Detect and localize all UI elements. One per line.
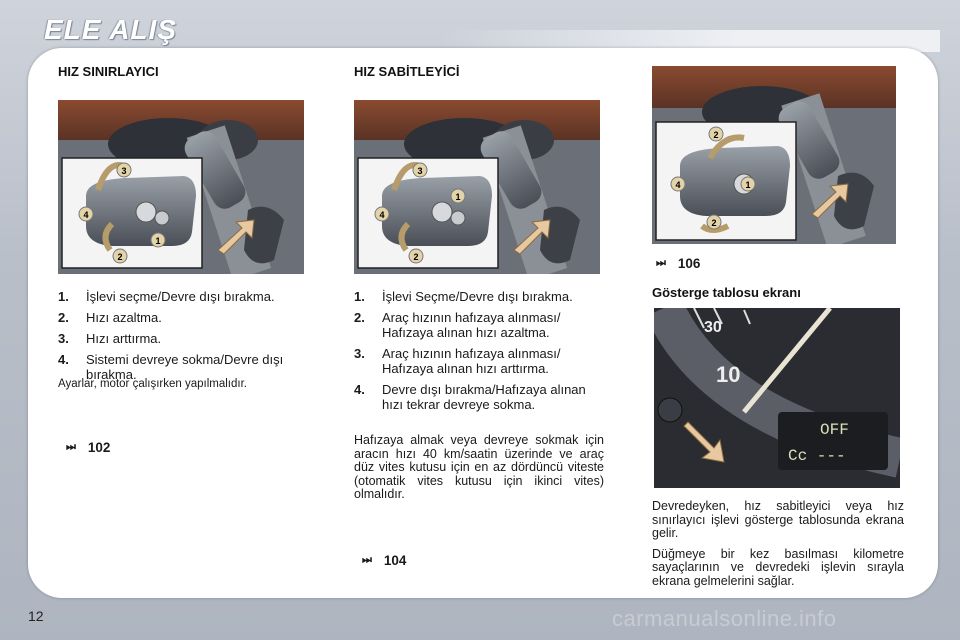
page-title: ELE ALIŞ	[44, 14, 177, 45]
display-cc-text: Cc ---	[788, 447, 846, 465]
dashboard-display-heading: Gösterge tablosu ekranı	[652, 285, 801, 300]
page-number: 12	[28, 608, 44, 624]
cruise-control-heading: HIZ SABİTLEYİCİ	[354, 64, 460, 79]
paragraph-text: Düğmeye bir kez basılması kilometre sayaçlarının ve devredeki işlevin sırayla ekrana gelmelerini sağlar.	[652, 546, 904, 588]
step-number: 1.	[354, 289, 365, 304]
paragraph-text: Hafızaya almak veya devreye sokmak için aracın hızı 40 km/saatin üzerinde ve araç düz vites kutusu için en az dördüncü viteste (otomatik vites kutusu için ikinci vites) olmalıdır.	[354, 433, 604, 501]
speed-limiter-note: Ayarlar, motor çalışırken yapılmalıdır.	[58, 378, 247, 390]
skip-forward-icon: ⏭	[66, 441, 76, 453]
speed-limiter-heading: HIZ SINIRLAYICI	[58, 64, 159, 79]
step-number: 3.	[354, 346, 365, 361]
list-item	[354, 382, 600, 412]
cruise-control-paragraph	[354, 434, 604, 509]
step-text: Devre dışı bırakma/Hafızaya alınan hızı tekrar devreye sokma.	[382, 382, 586, 412]
list-item	[58, 331, 298, 346]
callout-label: 2	[711, 218, 717, 228]
skip-forward-icon: ⏭	[362, 554, 372, 566]
step-number: 3.	[58, 331, 69, 346]
callout-label: 4	[379, 210, 385, 220]
step-number: 1.	[58, 289, 69, 304]
page-ref-number: 102	[87, 440, 111, 455]
speed-limiter-image	[58, 100, 304, 274]
dashboard-display-text	[652, 500, 904, 595]
callout-label: 3	[121, 166, 127, 176]
speed-limiter-steps	[58, 289, 298, 388]
step-number: 2.	[354, 310, 365, 325]
step-number: 4.	[354, 382, 365, 397]
step-text: Sistemi devreye sokma/Devre dışı bırakma.	[86, 352, 284, 382]
dashboard-button	[658, 398, 682, 422]
step-text: Hızı azaltma.	[86, 310, 162, 325]
dashboard-display-image	[654, 308, 900, 488]
callout-label: 1	[155, 236, 161, 246]
cruise-control-image	[354, 100, 600, 274]
step-text: Araç hızının hafızaya alınması/ Hafızaya alınan hızı arttırma.	[382, 346, 561, 376]
step-text: İşlevi Seçme/Devre dışı bırakma.	[382, 289, 573, 304]
gauge-label: 10	[716, 362, 741, 387]
callout-label: 1	[745, 180, 751, 190]
step-text: Hızı arttırma.	[86, 331, 162, 346]
callout-label: 3	[417, 166, 423, 176]
list-item	[354, 310, 600, 340]
callout-label: 1	[455, 192, 461, 202]
step-number: 2.	[58, 310, 69, 325]
step-text: Araç hızının hafızaya alınması/ Hafızaya alınan hızı azaltma.	[382, 310, 561, 340]
list-item	[58, 310, 298, 325]
cruise-stalk-image	[652, 66, 896, 244]
page-ref-link[interactable]	[656, 256, 700, 271]
page-ref-link[interactable]	[66, 440, 110, 455]
skip-forward-icon: ⏭	[656, 257, 666, 269]
callout-label: 2	[413, 252, 419, 262]
list-item	[354, 346, 600, 376]
callout-label: 2	[117, 252, 123, 262]
list-item	[354, 289, 600, 304]
page-ref-link[interactable]	[362, 553, 406, 568]
step-text: İşlevi seçme/Devre dışı bırakma.	[86, 289, 275, 304]
cruise-control-steps	[354, 289, 600, 418]
gauge-label: 30	[704, 319, 722, 336]
paragraph-text: Devredeyken, hız sabitleyici veya hız sınırlayıcı işlevi gösterge tablosunda ekrana gelir.	[652, 499, 904, 540]
watermark-text: carmanualsonline.info	[612, 606, 837, 631]
step-number: 4.	[58, 352, 69, 367]
list-item	[58, 289, 298, 304]
page-ref-number: 106	[677, 256, 701, 271]
display-off-text: OFF	[820, 421, 849, 439]
callout-label: 4	[83, 210, 89, 220]
page-ref-number: 104	[383, 553, 407, 568]
callout-label: 2	[713, 130, 719, 140]
callout-label: 4	[675, 180, 681, 190]
